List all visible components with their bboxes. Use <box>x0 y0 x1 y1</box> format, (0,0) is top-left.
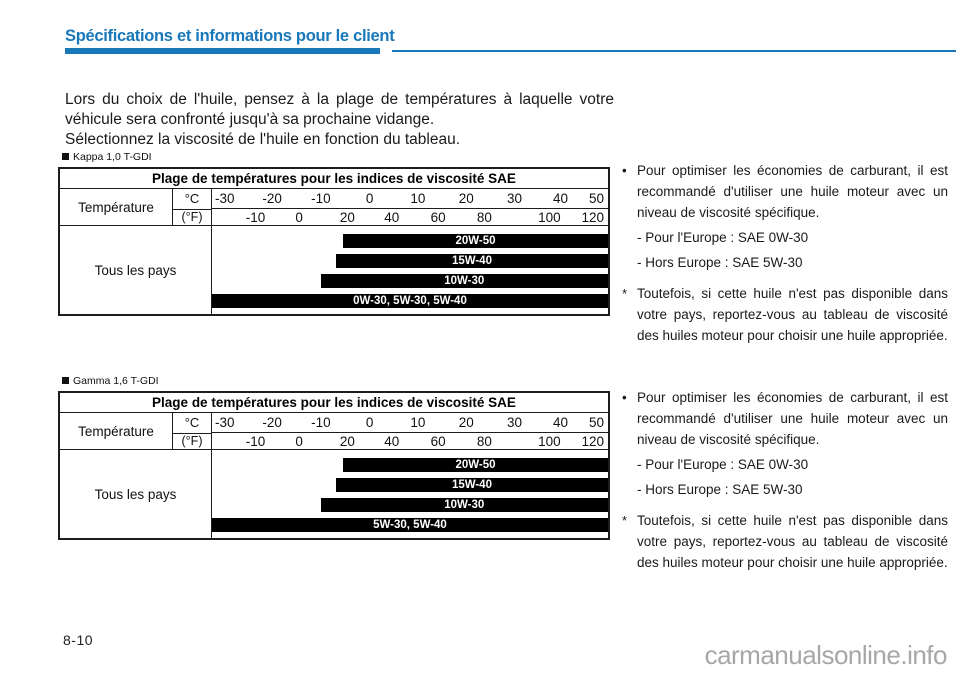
bullet-icon: • <box>622 390 627 405</box>
temperature-scale <box>212 413 608 449</box>
europe-oil-spec: - Pour l'Europe : SAE 0W-30 <box>637 230 809 245</box>
table-title: Plage de températures pour les indices de viscosité SAE <box>60 393 608 413</box>
countries-label: Tous les pays <box>60 450 212 538</box>
square-bullet-icon <box>62 377 69 384</box>
fuel-economy-note <box>622 387 948 450</box>
fuel-economy-note <box>622 160 948 223</box>
viscosity-bar-label: 20W-50 <box>455 459 496 471</box>
outside-europe-oil-spec: - Hors Europe : SAE 5W-30 <box>637 482 803 497</box>
fahrenheit-tick: 40 <box>384 210 400 225</box>
fuel-economy-text: Pour optimiser les économies de carburant, il est recommandé d'utiliser une huile moteur avec un niveau de viscosité spécifique. <box>637 163 948 220</box>
celsius-tick: 20 <box>458 191 474 206</box>
engine-name: Gamma 1,6 T-GDI <box>73 375 159 387</box>
viscosity-bar <box>336 478 608 492</box>
viscosity-bar-label: 15W-40 <box>451 255 492 267</box>
viscosity-bar-label: 5W-30, 5W-40 <box>373 519 447 531</box>
celsius-tick: -30 <box>215 191 235 206</box>
viscosity-table-gamma <box>58 391 610 540</box>
temperature-units <box>173 189 212 225</box>
viscosity-body-row <box>60 450 608 538</box>
celsius-tick: 40 <box>552 191 568 206</box>
fahrenheit-tick: 60 <box>430 210 446 225</box>
celsius-tick: -10 <box>311 191 331 206</box>
viscosity-bar-label: 20W-50 <box>455 235 496 247</box>
asterisk-icon: * <box>622 286 628 301</box>
intro-paragraph-1: Lors du choix de l'huile, pensez à la plage de températures à laquelle votre véhicule sera confronté jusqu'à sa prochaine vidange. <box>65 91 614 128</box>
fahrenheit-tick: -10 <box>245 210 266 225</box>
celsius-tick: 10 <box>410 415 426 430</box>
temperature-row-label: Température <box>60 413 173 449</box>
viscosity-bar <box>343 458 608 472</box>
outside-europe-oil-spec: - Hors Europe : SAE 5W-30 <box>637 255 803 270</box>
viscosity-bar-chart <box>212 450 608 538</box>
celsius-tick: 30 <box>507 191 523 206</box>
fahrenheit-tick: 20 <box>339 434 355 449</box>
fahrenheit-unit-label: (°F) <box>181 210 203 224</box>
temperature-row <box>60 189 608 226</box>
celsius-tick: 40 <box>552 415 568 430</box>
fahrenheit-tick: 120 <box>581 434 604 449</box>
celsius-tick: 0 <box>365 191 374 206</box>
fahrenheit-tick: 60 <box>430 434 446 449</box>
celsius-tick: 20 <box>458 415 474 430</box>
celsius-unit-label: °C <box>173 189 211 210</box>
celsius-tick: -10 <box>311 415 331 430</box>
title-underline-rule <box>392 50 956 52</box>
side-notes-kappa <box>622 160 948 346</box>
fahrenheit-tick: 0 <box>295 210 303 225</box>
fahrenheit-tick: 80 <box>476 434 492 449</box>
watermark: carmanualsonline.info <box>704 640 947 670</box>
fahrenheit-tick: 20 <box>339 210 355 225</box>
viscosity-bar <box>321 498 609 512</box>
availability-text: Toutefois, si cette huile n'est pas disponible dans votre pays, reportez-vous au tableau de viscosité des huiles moteur pour choisir une huile appropriée. <box>637 286 948 343</box>
celsius-tick: 50 <box>588 191 604 206</box>
fahrenheit-tick: 80 <box>476 210 492 225</box>
viscosity-bar-chart <box>212 226 608 314</box>
viscosity-bar <box>212 294 608 308</box>
fahrenheit-ticks <box>212 434 608 449</box>
bullet-icon: • <box>622 163 627 178</box>
fahrenheit-tick: 0 <box>295 434 303 449</box>
fahrenheit-unit-label: (°F) <box>181 434 203 448</box>
viscosity-bar <box>321 274 609 288</box>
asterisk-icon: * <box>622 513 628 528</box>
europe-oil-spec: - Pour l'Europe : SAE 0W-30 <box>637 457 809 472</box>
availability-note <box>622 510 948 573</box>
celsius-tick: 0 <box>365 415 374 430</box>
fahrenheit-ticks <box>212 210 608 225</box>
celsius-tick: 10 <box>410 191 426 206</box>
fahrenheit-tick: -10 <box>245 434 266 449</box>
celsius-tick: 30 <box>507 415 523 430</box>
temperature-row-label: Température <box>60 189 173 225</box>
intro-text <box>65 90 614 150</box>
title-underline-bar <box>65 48 380 54</box>
viscosity-table-kappa <box>58 167 610 316</box>
viscosity-bar <box>212 518 608 532</box>
page-number: 8-10 <box>63 632 94 648</box>
fahrenheit-tick: 100 <box>538 434 561 449</box>
celsius-tick: -20 <box>262 191 282 206</box>
viscosity-bar-label: 15W-40 <box>451 479 492 491</box>
viscosity-bar-label: 10W-30 <box>444 499 485 511</box>
fahrenheit-tick: 100 <box>538 210 561 225</box>
square-bullet-icon <box>62 153 69 160</box>
viscosity-bar <box>336 254 608 268</box>
viscosity-body-row <box>60 226 608 314</box>
temperature-row <box>60 413 608 450</box>
countries-label: Tous les pays <box>60 226 212 314</box>
engine-label-kappa <box>62 151 152 163</box>
table-title: Plage de températures pour les indices de viscosité SAE <box>60 169 608 189</box>
availability-note <box>622 283 948 346</box>
side-notes-gamma <box>622 387 948 573</box>
celsius-tick: 50 <box>588 415 604 430</box>
viscosity-bar-label: 10W-30 <box>444 275 485 287</box>
fuel-economy-text: Pour optimiser les économies de carburant, il est recommandé d'utiliser une huile moteur avec un niveau de viscosité spécifique. <box>637 390 948 447</box>
intro-paragraph-2: Sélectionnez la viscosité de l'huile en fonction du tableau. <box>65 131 461 148</box>
celsius-ticks <box>212 413 608 433</box>
page-title: Spécifications et informations pour le client <box>65 27 395 45</box>
celsius-ticks <box>212 189 608 209</box>
celsius-tick: -20 <box>262 415 282 430</box>
fahrenheit-tick: 40 <box>384 434 400 449</box>
engine-label-gamma <box>62 375 159 387</box>
temperature-scale <box>212 189 608 225</box>
viscosity-bar-label: 0W-30, 5W-30, 5W-40 <box>353 295 467 307</box>
viscosity-bar <box>343 234 608 248</box>
celsius-unit-label: °C <box>173 413 211 434</box>
availability-text: Toutefois, si cette huile n'est pas disponible dans votre pays, reportez-vous au tableau de viscosité des huiles moteur pour choisir une huile appropriée. <box>637 513 948 570</box>
fahrenheit-tick: 120 <box>581 210 604 225</box>
engine-name: Kappa 1,0 T-GDI <box>73 151 152 163</box>
celsius-tick: -30 <box>215 415 235 430</box>
temperature-units <box>173 413 212 449</box>
